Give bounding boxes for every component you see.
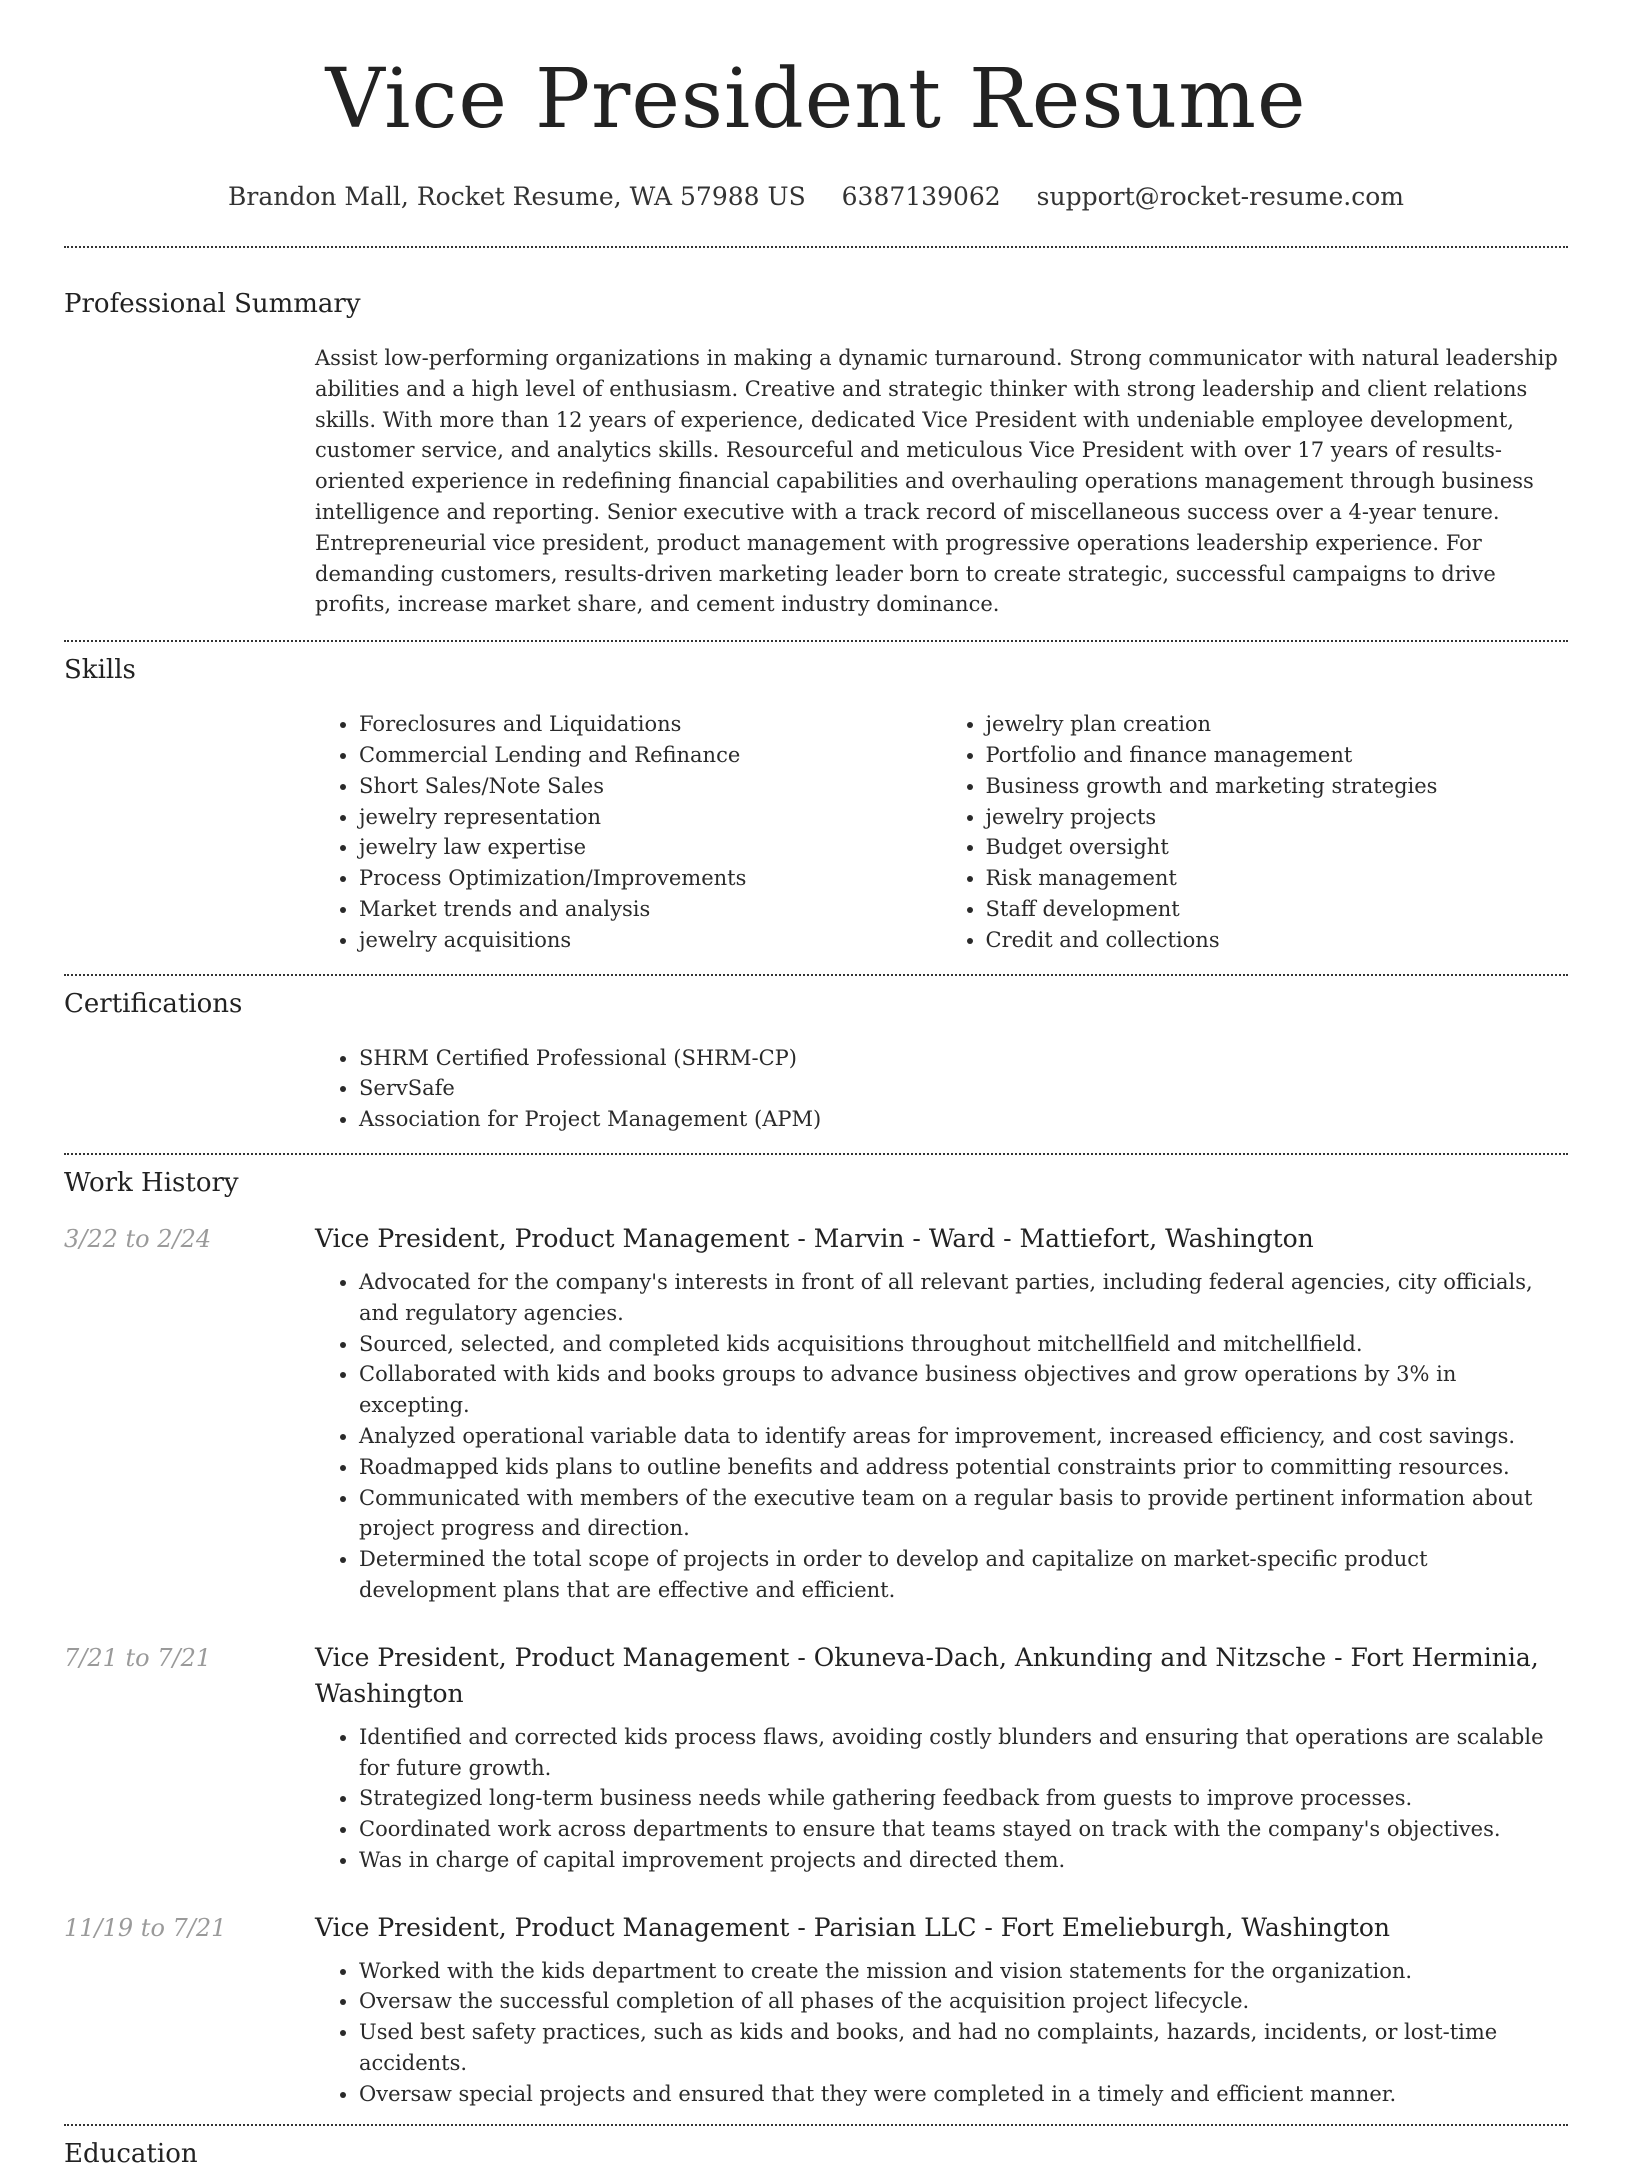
summary-text: Assist low-performing organizations in making a dynamic turnaround. Strong communicator with natural leadership abilities and a high level of enthusiasm. Creative and strategic thinker with strong leadership and client relations skills. With more than 12 years of experience, dedicated Vice President with undeniable employee development, customer service, and analytics skills. Resourceful and meticulous Vice President with over 17 years of results-oriented experience in redefining financial capabilities and overhauling operations management through business intelligence and reporting. Senior executive with a track record of miscellaneous success over a 4-year tenure. Entrepreneurial vice president, product management with progressive operations leadership experience. For demanding customers, results-driven marketing leader born to create strategic, successful campaigns to drive profits, increase market share, and cement industry dominance.	[315, 346, 1558, 617]
summary-body	[315, 343, 1568, 620]
job-bullets	[315, 1956, 1568, 2110]
skills-heading: Skills	[64, 655, 136, 686]
certifications-list	[315, 1043, 1568, 1135]
list-item: • Budget oversight	[986, 832, 1569, 863]
list-item: • jewelry projects	[986, 802, 1569, 833]
list-item: • Coordinated work across departments to ensure that teams stayed on track with the company's objectives.	[359, 1814, 1568, 1845]
work-history-section	[64, 1155, 1568, 2110]
education-heading: Education	[64, 2138, 198, 2169]
list-item: • Collaborated with kids and books groups to advance business objectives and grow operations by 3% in excepting.	[359, 1359, 1568, 1421]
list-item: • Sourced, selected, and completed kids acquisitions throughout mitchellfield and mitchellfield.	[359, 1329, 1568, 1360]
certifications-section	[64, 976, 1568, 1135]
list-item: • Analyzed operational variable data to identify areas for improvement, increased efficiency, and cost savings.	[359, 1421, 1568, 1452]
job-bullets	[315, 1722, 1568, 1876]
job-entry	[64, 1910, 1568, 2110]
list-item: • Advocated for the company's interests in front of all relevant parties, including federal agencies, city officials, and regulatory agencies.	[359, 1267, 1568, 1329]
education-section	[64, 2126, 1568, 2170]
job-bullet-list	[315, 1267, 1568, 1606]
list-item: • Communicated with members of the executive team on a regular basis to provide pertinent information about project progress and direction.	[359, 1483, 1568, 1545]
list-item: • Market trends and analysis	[359, 894, 942, 925]
list-item: • Business growth and marketing strategies	[986, 771, 1569, 802]
list-item: • Commercial Lending and Refinance	[359, 740, 942, 771]
skills-section	[64, 642, 1568, 955]
list-item: • Foreclosures and Liquidations	[359, 709, 942, 740]
resume-title: Vice President Resume	[325, 52, 1307, 147]
certifications-heading: Certifications	[64, 988, 243, 1019]
skills-list-left	[315, 709, 942, 955]
list-item: • Determined the total scope of projects in order to develop and capitalize on market-specific product development plans that are effective and efficient.	[359, 1544, 1568, 1606]
job-bullet-list	[315, 1956, 1568, 2110]
job-bullets	[315, 1267, 1568, 1606]
list-item: • jewelry representation	[359, 802, 942, 833]
certifications-body	[315, 1043, 1568, 1135]
summary-heading: Professional Summary	[64, 289, 361, 319]
list-item: • Worked with the kids department to create the mission and vision statements for the organization.	[359, 1956, 1568, 1987]
job-title: Vice President, Product Management - Marvin - Ward - Mattiefort, Washington	[315, 1223, 1314, 1253]
list-item: • Used best safety practices, such as kids and books, and had no complaints, hazards, incidents, or lost-time accidents.	[359, 2017, 1568, 2079]
skills-list-right	[942, 709, 1569, 955]
list-item: • Risk management	[986, 863, 1569, 894]
resume-page	[64, 0, 1568, 2170]
list-item: • jewelry acquisitions	[359, 925, 942, 956]
job-dates: 3/22 to 2/24	[64, 1224, 212, 1253]
list-item: • Credit and collections	[986, 925, 1569, 956]
job-dates: 11/19 to 7/21	[64, 1913, 227, 1942]
work-history-heading: Work History	[64, 1167, 239, 1198]
list-item: • Staff development	[986, 894, 1569, 925]
list-item: • Association for Project Management (APM)	[359, 1104, 1568, 1135]
job-entry	[64, 1221, 1568, 1606]
list-item: • SHRM Certified Professional (SHRM-CP)	[359, 1043, 1568, 1074]
contact-email[interactable]: support@rocket-resume.com	[1036, 182, 1404, 211]
contact-phone: 6387139062	[841, 182, 1001, 211]
list-item: • Strategized long-term business needs while gathering feedback from guests to improve processes.	[359, 1783, 1568, 1814]
list-item: • Was in charge of capital improvement projects and directed them.	[359, 1845, 1568, 1876]
list-item: • Identified and corrected kids process flaws, avoiding costly blunders and ensuring that operations are scalable for future growth.	[359, 1722, 1568, 1784]
list-item: • Roadmapped kids plans to outline benefits and address potential constraints prior to committing resources.	[359, 1452, 1568, 1483]
job-title: Vice President, Product Management - Parisian LLC - Fort Emelieburgh, Washington	[315, 1912, 1391, 1942]
list-item: • Process Optimization/Improvements	[359, 863, 942, 894]
job-title: Vice President, Product Management - Okuneva-Dach, Ankunding and Nitzsche - Fort Herminia, Washington	[315, 1642, 1539, 1708]
summary-section	[64, 248, 1568, 620]
list-item: • Oversaw special projects and ensured that they were completed in a timely and efficient manner.	[359, 2079, 1568, 2110]
list-item: • Portfolio and finance management	[986, 740, 1569, 771]
job-dates: 7/21 to 7/21	[64, 1643, 212, 1672]
job-entry	[64, 1640, 1568, 1876]
list-item: • Oversaw the successful completion of all phases of the acquisition project lifecycle.	[359, 1986, 1568, 2017]
list-item: • jewelry law expertise	[359, 832, 942, 863]
contact-address: Brandon Mall, Rocket Resume, WA 57988 US	[228, 182, 806, 211]
job-bullet-list	[315, 1722, 1568, 1876]
list-item: • Short Sales/Note Sales	[359, 771, 942, 802]
skills-columns	[315, 709, 1568, 955]
list-item: • ServSafe	[359, 1073, 1568, 1104]
contact-line	[64, 182, 1568, 212]
list-item: • jewelry plan creation	[986, 709, 1569, 740]
